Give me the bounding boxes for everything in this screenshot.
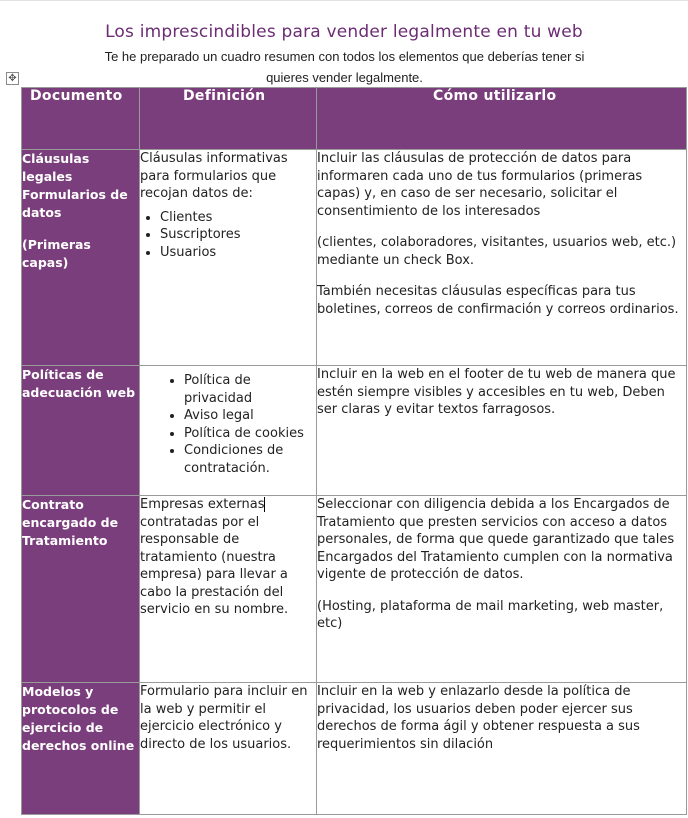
page-subtitle: Te he preparado un cuadro resumen con todos los elementos que deberías tener si quieres vender legalmente. [104, 49, 585, 85]
row-usage-clausulas: Incluir las cláusulas de protección de datos para informaren cada uno de tus formularios (primeras capas) y, en caso de ser necesario, solicitar el consentimiento de los interesados (clientes, colaboradores, visitantes, usuarios web, etc.) mediante un check Box. También necesitas cláusulas específicas para tus boletines, correos de confirmación y correos ordinarios. [317, 150, 687, 366]
list-item: • Política de privacidad [184, 372, 316, 407]
list-item: • Clientes [160, 209, 316, 227]
row-definition-modelos: Formulario para incluir en la web y permitir el ejercicio electrónico y directo de los usuarios. [140, 683, 317, 815]
list-item: • Política de cookies [184, 425, 316, 443]
row-definition-politicas [140, 366, 317, 496]
table-row [22, 496, 687, 683]
row-usage-politicas: Incluir en la web en el footer de tu web de manera que estén siempre visibles y accesibles en tu web, Deben ser claras y evitar textos farragosos. [317, 366, 687, 496]
list-item: • Usuarios [160, 244, 316, 262]
table-row [22, 150, 687, 366]
row-usage-contrato: Seleccionar con diligencia debida a los Encargados de Tratamiento que presten servicios con acceso a datos personales, de forma que quede garantizado que tales Encargados del Tratamiento cumplen con la normativa vigente de protección de datos. (Hosting, plataforma de mail marketing, web master, etc) [317, 496, 687, 683]
row-doc-modelos: Modelos y protocolos de ejercicio de derechos online [22, 683, 140, 815]
list-item: • Condiciones de contratación. [184, 442, 316, 477]
row-usage-modelos: Incluir en la web y enlazarlo desde la política de privacidad, los usuarios deben poder ejercer sus derechos de forma ágil y obtener respuesta a sus requerimientos sin dilación [317, 683, 687, 815]
row-definition-clausulas: Cláusulas informativas para formularios que recojan datos de: • Clientes • Suscriptores • Usuarios [140, 150, 317, 366]
page-title: Los imprescindibles para vender legalmente en tu web [105, 22, 583, 42]
table-header-row [22, 88, 687, 150]
list-item: • Aviso legal [184, 407, 316, 425]
definition-list [140, 372, 316, 477]
row-doc-clausulas: Cláusulas legales Formularios de datos (Primeras capas) [22, 150, 140, 366]
header-definicion: Definición [140, 88, 317, 150]
summary-table [21, 87, 687, 815]
list-item: • Suscriptores [160, 226, 316, 244]
row-doc-politicas: Políticas de adecuación web [22, 366, 140, 496]
table-move-handle-icon[interactable]: ✥ [6, 72, 19, 85]
definition-list [140, 209, 316, 262]
text-cursor [264, 497, 265, 512]
header-documento: Documento [22, 88, 140, 150]
row-definition-contrato: Empresas externas contratadas por el responsable de tratamiento (nuestra empresa) para llevar a cabo la prestación del servicio en su nombre. [140, 496, 317, 683]
row-doc-contrato: Contrato encargado de Tratamiento [22, 496, 140, 683]
header-como-utilizarlo: Cómo utilizarlo [317, 88, 687, 150]
table-row [22, 366, 687, 496]
table-row [22, 683, 687, 815]
page-top-rule [0, 0, 688, 1]
